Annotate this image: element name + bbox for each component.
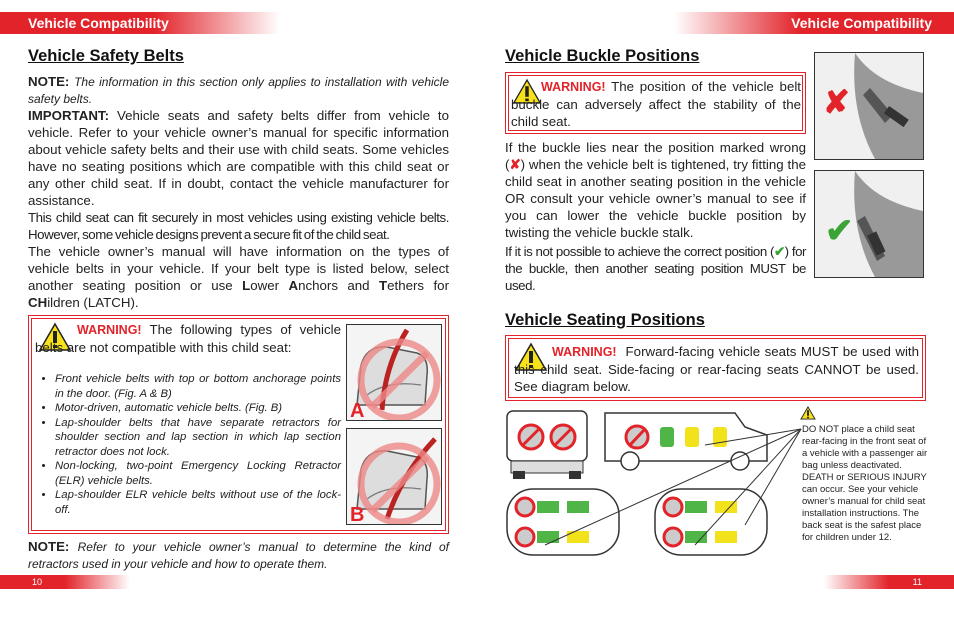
warning-triangle-icon [800, 406, 816, 420]
seating-heading: Vehicle Seating Positions [505, 311, 705, 329]
buckle-wrong-figure [814, 52, 924, 160]
van-side-view [605, 413, 767, 470]
list-item: • Lap-shoulder ELR vehicle belts without use of the lock-off. [55, 488, 341, 517]
page-number-left: 10 [0, 575, 130, 589]
red-x-icon: ✘ [823, 84, 850, 120]
note-text: The information in this section only applies to installation with vehicle safety belts. [28, 75, 449, 106]
right-page [477, 0, 954, 618]
safety-belts-heading: Vehicle Safety Belts [28, 47, 184, 65]
buckle-warning-box [505, 72, 806, 134]
incompatible-belts-list [35, 372, 341, 517]
latch-paragraph: The vehicle owner’s manual will have information on the types of vehicle belts in your vehicle. If your belt type is listed below, select another seating position or use Lower Anchors and Tethers for CHildren (LATCH). [28, 244, 450, 310]
seating-warning-box [505, 335, 926, 401]
fig-b-label: B [350, 504, 365, 526]
page-number-right: 11 [824, 575, 954, 589]
list-item: • Motor-driven, automatic vehicle belts. (Fig. B) [55, 401, 341, 416]
green-check-icon: ✔ [773, 244, 785, 259]
warning-text: The following types of vehicle belts are not compatible with this child seat: [35, 322, 341, 355]
fig-a-label: A [350, 400, 365, 422]
seating-diagram [505, 405, 805, 565]
safety-belts-body [28, 73, 449, 311]
figure-b [346, 428, 442, 525]
red-x-icon: ✘ [509, 157, 521, 172]
note2-label: NOTE: [28, 539, 70, 554]
buckle-warning-label: WARNING! [541, 80, 606, 94]
header-left: Vehicle Compatibility [0, 12, 280, 34]
header-right: Vehicle Compatibility [674, 12, 954, 34]
car-front-view [507, 411, 587, 479]
buckle-right-figure [814, 170, 924, 278]
seating-warning-text: Forward-facing vehicle seats MUST be used with this child seat. Side-facing or rear-facing seats CANNOT be used. See diagram below. [514, 344, 919, 394]
belt-warning-box [28, 315, 449, 534]
green-check-icon: ✔ [825, 212, 854, 250]
figure-a [346, 324, 442, 421]
note2 [28, 538, 449, 572]
car-top-view-1 [507, 489, 619, 555]
list-item: • Front vehicle belts with top or bottom anchorage points in the door. (Fig. A & B) [55, 372, 341, 401]
important-text: Vehicle seats and safety belts differ from vehicle to vehicle. Refer to your vehicle owner’s manual for specific information about vehicle safety belts and their use with child seats. Some vehicles have no seating positions which are compatible with this child seat or any other child seat. If in doubt, contact the vehicle manufacturer for assistance. [28, 108, 450, 208]
airbag-caption: DO NOT place a child seat rear-facing in the front seat of a vehicle with a passenger air bag unless deactivated. DEATH or SERIOUS INJURY can occur. See your vehicle owner’s manual for child seat installation instructions. The back seat is the safest place for children under 12. [802, 424, 928, 543]
important-label: IMPORTANT: [28, 108, 110, 123]
fit-text: This child seat can fit securely in most vehicles using existing vehicle belts. However, some vehicle designs prevent a secure fit of the child seat. [28, 210, 449, 242]
list-item: • Lap-shoulder belts that have separate retractors for shoulder section and lap section in which lap section retractor does not lock. [55, 416, 341, 460]
warning-label: WARNING! [77, 323, 142, 337]
list-item: • Non-locking, two-point Emergency Locking Retractor (ELR) vehicle belts. [55, 459, 341, 488]
note-label: NOTE: [28, 74, 70, 89]
buckle-heading: Vehicle Buckle Positions [505, 47, 700, 65]
note2-text: Refer to your vehicle owner’s manual to determine the kind of retractors used in your vehicle and how to operate them. [28, 540, 449, 571]
seating-warning-label: WARNING! [552, 345, 617, 359]
buckle-body: If the buckle lies near the position marked wrong (✘) when the vehicle belt is tightened, try fitting the child seat in another seating position in the vehicle OR consult your vehicle owner’s manual to see if you can lower the vehicle buckle position by twisting the vehicle buckle stalk. If it is not possible to achieve the correct position (✔) for the buckle, then another seating position MUST be used. [505, 140, 807, 293]
car-top-view-2 [655, 489, 767, 555]
buckle-warning-text: The position of the vehicle belt buckle can adversely affect the stability of the child seat. [511, 79, 801, 129]
